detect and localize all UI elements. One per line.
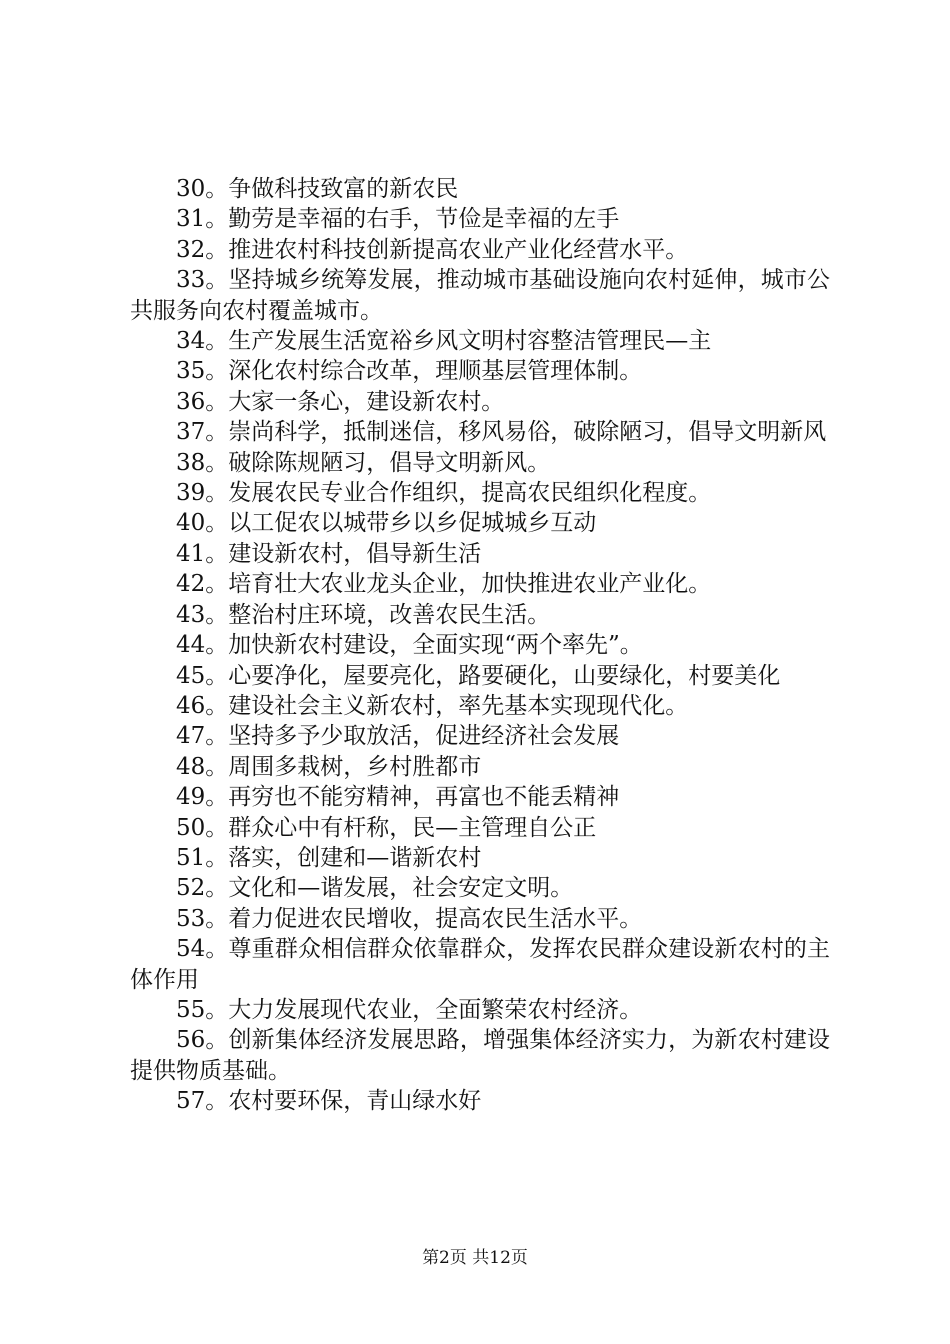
list-item: 57。农村要环保，青山绿水好 — [176, 1088, 482, 1115]
list-item: 46。建设社会主义新农村，率先基本实现现代化。 — [176, 692, 689, 719]
list-item: 42。培育壮大农业龙头企业，加快推进农业产业化。 — [176, 571, 712, 598]
list-item: 31。勤劳是幸福的右手，节俭是幸福的左手 — [176, 206, 620, 233]
list-item: 40。以工促农以城带乡以乡促城城乡互动 — [176, 510, 597, 537]
list-item: 53。着力促进农民增收，提高农民生活水平。 — [176, 905, 643, 932]
list-item: 38。破除陈规陋习，倡导文明新风。 — [176, 449, 551, 476]
list-item: 43。整治村庄环境，改善农民生活。 — [176, 601, 551, 628]
document-body — [130, 174, 830, 1117]
list-item: 44。加快新农村建设，全面实现“两个率先”。 — [176, 632, 643, 659]
list-item: 30。争做科技致富的新农民 — [176, 176, 459, 202]
page-number-label: 第2页 共12页 — [422, 1248, 528, 1268]
list-item: 54。尊重群众相信群众依靠群众，发挥农民群众建设新农村的主体作用 — [130, 936, 830, 993]
list-item: 56。创新集体经济发展思路，增强集体经济实力，为新农村建设提供物质基础。 — [130, 1027, 830, 1084]
list-item: 51。落实，创建和—谐新农村 — [176, 844, 482, 871]
list-item: 47。坚持多予少取放活，促进经济社会发展 — [176, 723, 620, 750]
list-item: 45。心要净化，屋要亮化，路要硬化，山要绿化，村要美化 — [176, 662, 781, 689]
list-item: 49。再穷也不能穷精神，再富也不能丢精神 — [176, 784, 620, 811]
list-item: 35。深化农村综合改革，理顺基层管理体制。 — [176, 358, 643, 385]
list-item: 32。推进农村科技创新提高农业产业化经营水平。 — [176, 236, 689, 263]
list-item: 39。发展农民专业合作组织，提高农民组织化程度。 — [176, 480, 712, 507]
list-item: 52。文化和—谐发展，社会安定文明。 — [176, 875, 574, 902]
list-item: 50。群众心中有杆称，民—主管理自公正 — [176, 814, 597, 841]
list-item: 36。大家一条心，建设新农村。 — [176, 388, 505, 415]
list-item: 55。大力发展现代农业，全面繁荣农村经济。 — [176, 996, 643, 1023]
page-footer — [0, 1243, 950, 1268]
list-item: 48。周围多栽树，乡村胜都市 — [176, 753, 482, 780]
list-item: 34。生产发展生活宽裕乡风文明村容整洁管理民—主 — [176, 328, 712, 355]
list-item: 41。建设新农村，倡导新生活 — [176, 540, 482, 567]
list-item: 37。崇尚科学，抵制迷信，移风易俗，破除陋习，倡导文明新风 — [176, 419, 827, 446]
list-item: 33。坚持城乡统筹发展，推动城市基础设施向农村延伸，城市公共服务向农村覆盖城市。 — [130, 267, 830, 324]
